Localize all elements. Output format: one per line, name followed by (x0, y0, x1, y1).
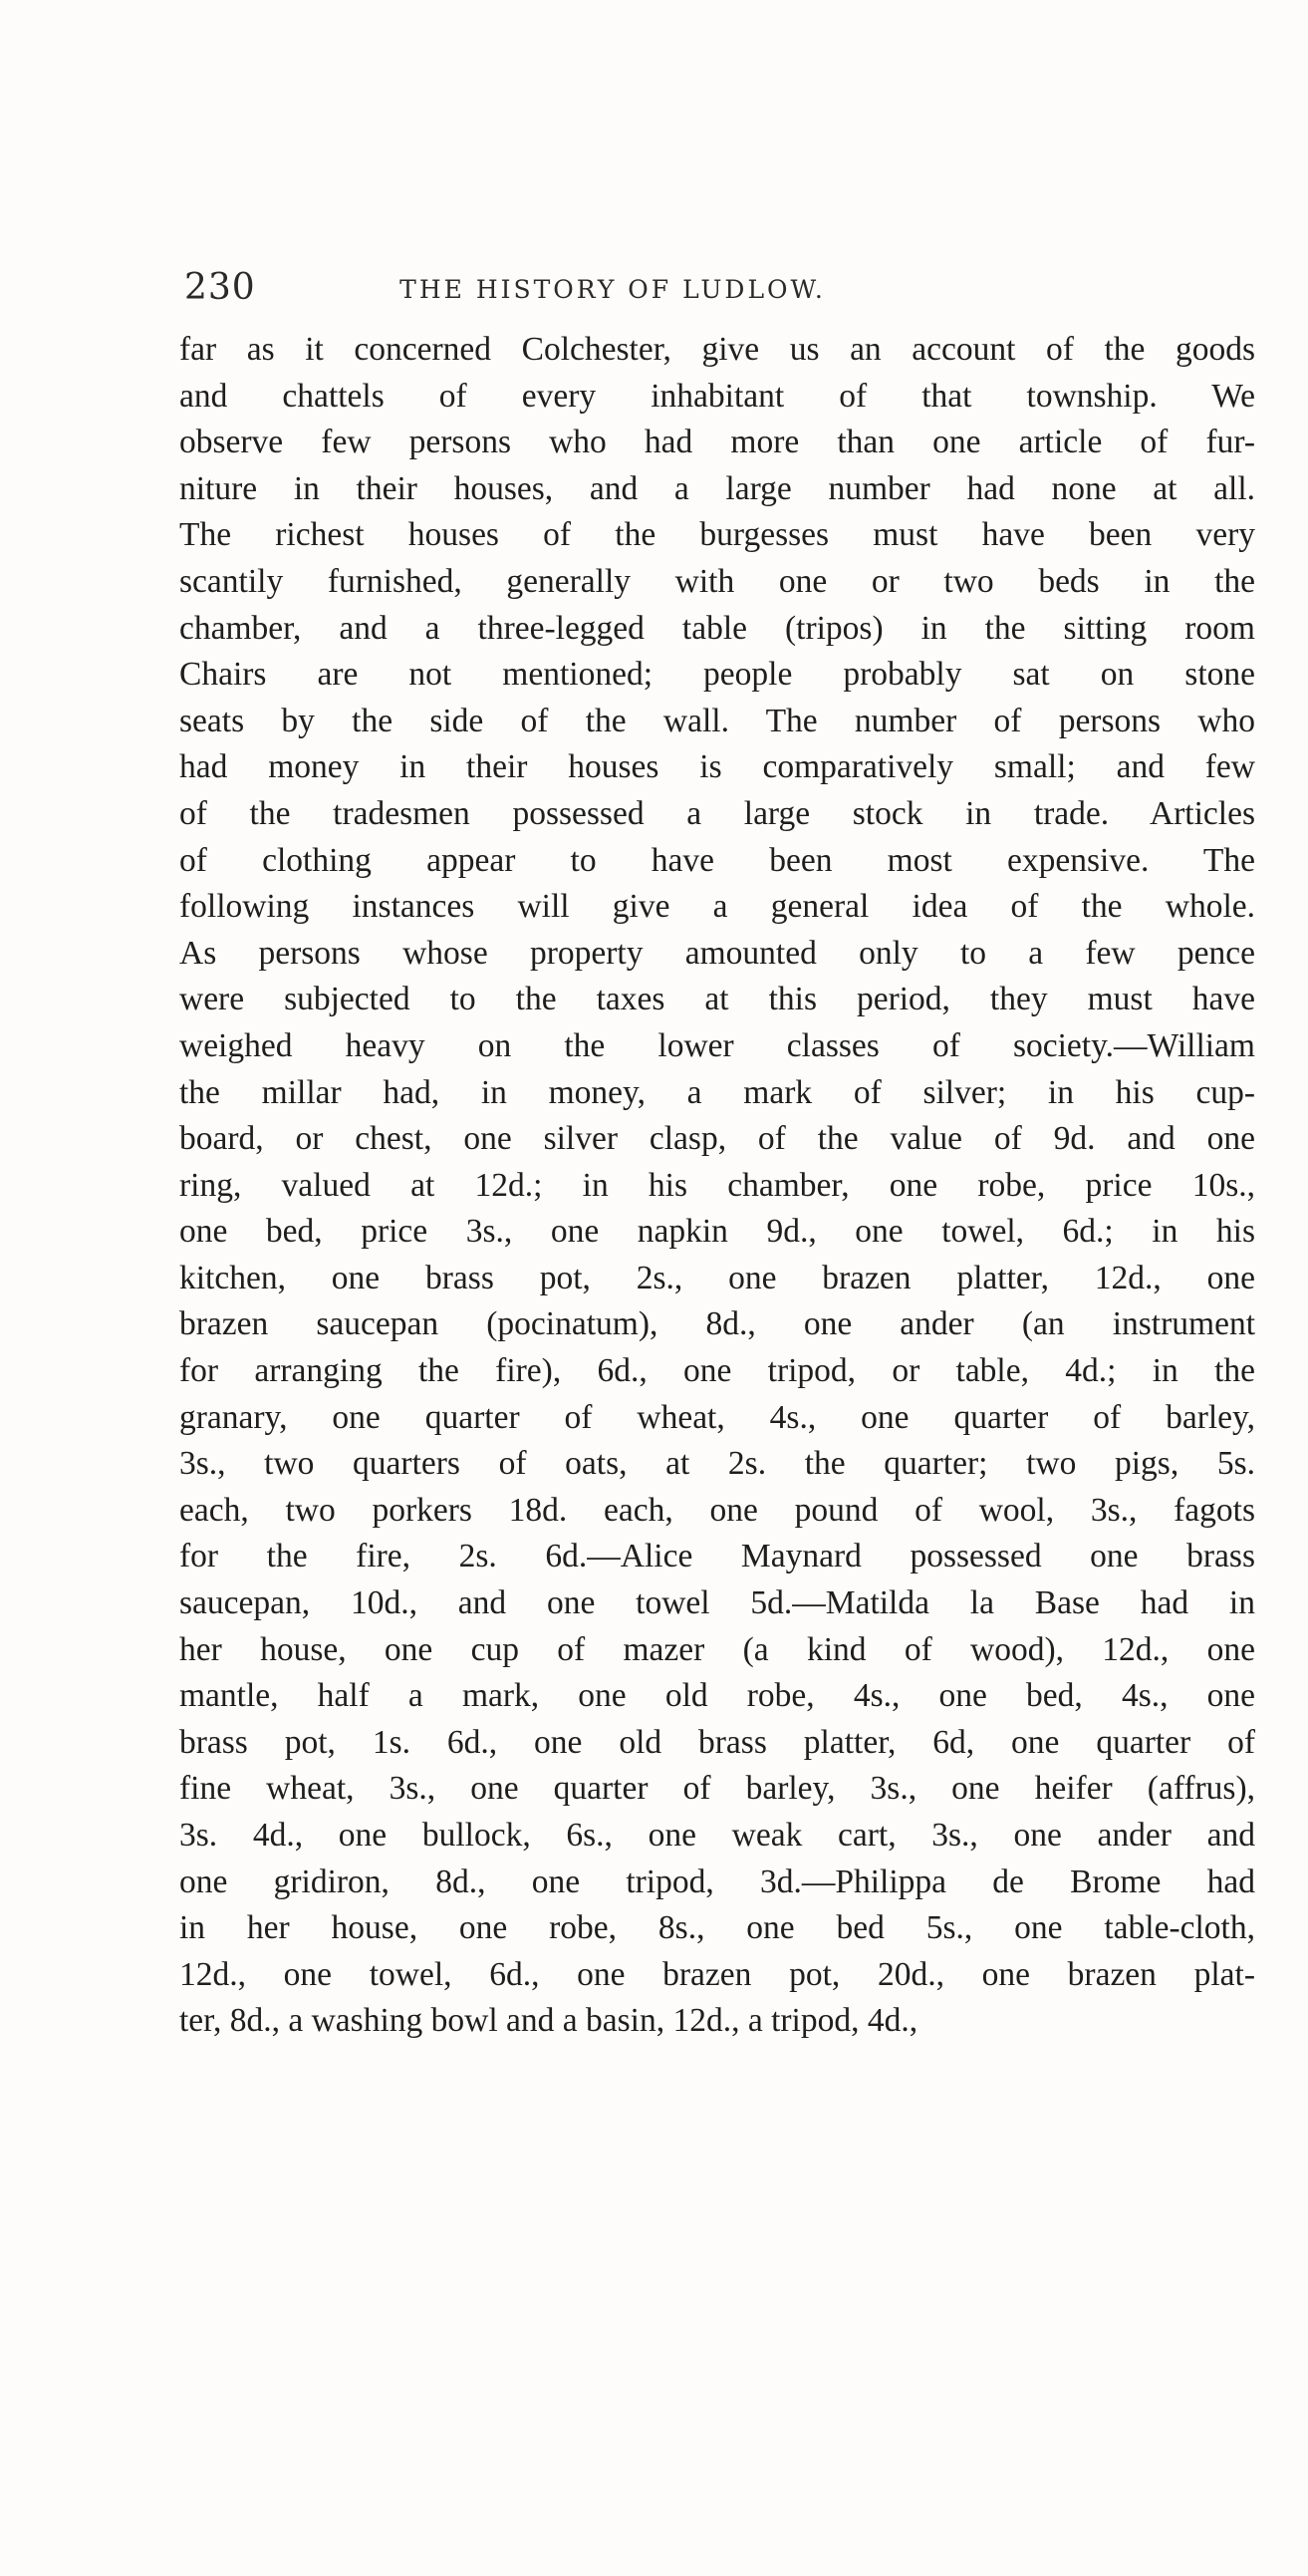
text-line: 12d., one towel, 6d., one brazen pot, 20d., one brazen plat- (179, 1955, 1255, 1993)
text-line: brazen saucepan (pocinatum), 8d., one ander (an instrument (179, 1305, 1255, 1343)
text-line: chamber, and a three-legged table (tripos) in the sitting room (179, 609, 1255, 647)
text-line: 3s. 4d., one bullock, 6s., one weak cart, 3s., one ander and (179, 1817, 1255, 1854)
text-line: had money in their houses is comparatively small; and few (179, 748, 1255, 786)
text-line: fine wheat, 3s., one quarter of barley, 3s., one heifer (affrus), (179, 1770, 1255, 1808)
text-line: ring, valued at 12d.; in his chamber, one robe, price 10s., (179, 1166, 1255, 1204)
text-line: were subjected to the taxes at this period, they must have (179, 981, 1255, 1018)
page-number: 230 (184, 267, 256, 308)
text-line: granary, one quarter of wheat, 4s., one quarter of barley, (179, 1398, 1255, 1436)
text-line: niture in their houses, and a large number had none at all. (179, 469, 1255, 507)
text-line: of clothing appear to have been most expensive. The (179, 841, 1255, 879)
text-line: As persons whose property amounted only to a few pence (179, 934, 1255, 972)
text-line: following instances will give a general idea of the whole. (179, 888, 1255, 926)
body-text (179, 327, 1255, 2045)
text-line: board, or chest, one silver clasp, of the value of 9d. and one (179, 1120, 1255, 1158)
text-line: for arranging the fire), 6d., one tripod, or table, 4d.; in the (179, 1352, 1255, 1390)
text-line: ter, 8d., a washing bowl and a basin, 12d., a tripod, 4d., (179, 2002, 918, 2040)
text-line: scantily furnished, generally with one or two beds in the (179, 562, 1255, 600)
text-line: Chairs are not mentioned; people probably sat on stone (179, 656, 1255, 694)
text-line: the millar had, in money, a mark of silver; in his cup- (179, 1073, 1255, 1111)
text-line: in her house, one robe, 8s., one bed 5s., one table-cloth, (179, 1909, 1255, 1947)
text-line: The richest houses of the burgesses must have been very (179, 516, 1255, 554)
text-line: mantle, half a mark, one old robe, 4s., one bed, 4s., one (179, 1677, 1255, 1715)
text-line: for the fire, 2s. 6d.—Alice Maynard possessed one brass (179, 1538, 1255, 1575)
text-line: weighed heavy on the lower classes of society.—William (179, 1026, 1255, 1064)
text-line: far as it concerned Colchester, give us an account of the goods (179, 331, 1255, 368)
text-line: brass pot, 1s. 6d., one old brass platter, 6d, one quarter of (179, 1723, 1255, 1761)
text-line: her house, one cup of mazer (a kind of wood), 12d., one (179, 1630, 1255, 1668)
running-head (184, 267, 1041, 307)
text-line: and chattels of every inhabitant of that township. We (179, 377, 1255, 415)
text-line: saucepan, 10d., and one towel 5d.—Matilda la Base had in (179, 1584, 1255, 1622)
text-line: each, two porkers 18d. each, one pound of wool, 3s., fagots (179, 1491, 1255, 1529)
text-line: kitchen, one brass pot, 2s., one brazen platter, 12d., one (179, 1259, 1255, 1296)
text-line: of the tradesmen possessed a large stock in trade. Articles (179, 794, 1255, 832)
text-line: one bed, price 3s., one napkin 9d., one towel, 6d.; in his (179, 1213, 1255, 1251)
text-line: one gridiron, 8d., one tripod, 3d.—Philippa de Brome had (179, 1862, 1255, 1900)
running-title: THE HISTORY OF LUDLOW. (399, 275, 826, 304)
text-line: observe few persons who had more than one article of fur- (179, 424, 1255, 461)
text-line: seats by the side of the wall. The number of persons who (179, 702, 1255, 739)
text-line: 3s., two quarters of oats, at 2s. the quarter; two pigs, 5s. (179, 1445, 1255, 1483)
